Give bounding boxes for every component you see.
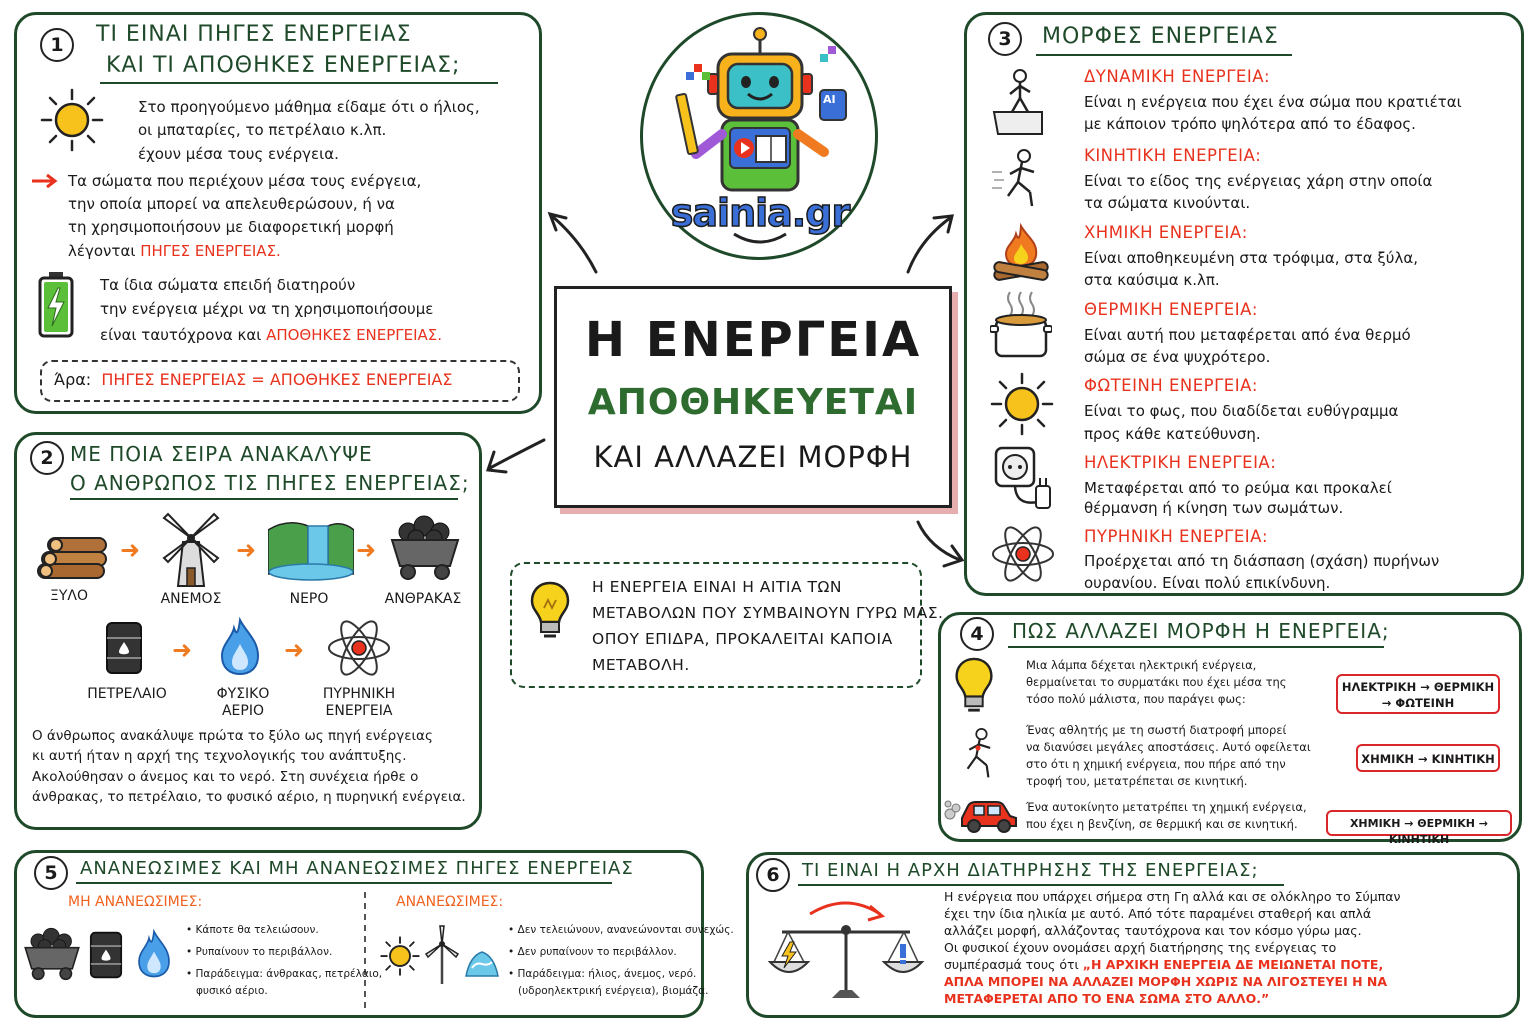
section-5-number: 5 [34, 856, 68, 890]
form-kinetic-text-2: τα σώματα κινούνται. [1084, 194, 1251, 212]
label-wood: ΞΥΛΟ [50, 588, 88, 604]
gas-flame-icon [134, 926, 174, 982]
s6-line3: αλλάζει μορφή, αλλάζοντας ταυτόχρονα και τον κόσμο γύρω μας. [944, 923, 1362, 938]
windmill-icon [158, 508, 224, 588]
s6-line2: έχει την ίδια ηλικία με αυτό. Από τότε παραμένει σταθερή και απλά [944, 906, 1372, 921]
renewable-point-2: • Δεν ρυπαίνουν το περιβάλλον. [508, 946, 677, 958]
s6-line1: Η ενέργεια που υπάρχει σήμερα στη Γη αλλά και σε ολόκληρο το Σύμπαν [944, 889, 1401, 904]
title-underline-2 [70, 496, 460, 502]
sequence-arrow: ➜ [172, 636, 193, 664]
note-line3: ΟΠΟΥ ΕΠΙΔΡΑ, ΠΡΟΚΑΛΕΙΤΑΙ ΚΑΠΟΙΑ [592, 630, 893, 648]
s4-ex1-line3: τόσο πολύ μάλιστα, που παράγει φως: [1026, 692, 1246, 706]
s2-paragraph-1: Ο άνθρωπος ανακάλυψε πρώτα το ξύλο ως πηγή ενέργειας [32, 728, 433, 744]
sun-icon [990, 372, 1054, 436]
section-2-title-line1: ΜΕ ΠΟΙΑ ΣΕΙΡΑ ΑΝΑΚΑΛΥΨΕ [70, 442, 373, 466]
lightbulb-icon [952, 656, 996, 714]
form-electric-text-2: θέρμανση ή κίνηση των σωμάτων. [1084, 499, 1344, 517]
s1-p2-line1: Τα σώματα που περιέχουν μέσα τους ενέργεια, [68, 172, 422, 190]
s1-p3-line1: Τα ίδια σώματα επειδή διατηρούν [100, 276, 356, 294]
section-3-number: 3 [988, 22, 1022, 56]
atom-icon [326, 616, 392, 680]
note-line1: Η ΕΝΕΡΓΕΙΑ ΕΙΝΑΙ Η ΑΙΤΙΑ ΤΩΝ [592, 578, 842, 596]
electric-socket-icon [994, 446, 1058, 512]
person-on-cliff-icon [990, 66, 1050, 136]
form-nuclear-title: ΠΥΡΗΝΙΚΗ ΕΝΕΡΓΕΙΑ: [1084, 527, 1268, 546]
label-nuclear-1: ΠΥΡΗΝΙΚΗ [322, 686, 396, 702]
s4-ex2-line3: στο ότι η χημική ενέργεια, που πήρε από την [1026, 757, 1286, 771]
label-natural-gas-2: ΑΕΡΙΟ [221, 703, 264, 719]
cooking-pot-icon [990, 290, 1052, 360]
s1-p2-line2: την οποία μπορεί να απελευθερώσουν, ή να [68, 195, 395, 213]
non-renewable-point-4: φυσικό αέριο. [196, 985, 268, 997]
s6-quote-line1: „Η ΑΡΧΙΚΗ ΕΝΕΡΓΕΙΑ ΔΕ ΜΕΙΩΝΕΤΑΙ ΠΟΤΕ, [1082, 957, 1384, 972]
s1-p2-line3: τη χρησιμοποιήσουν με διαφορετική μορφή [68, 218, 394, 236]
sun-icon [380, 936, 420, 976]
coal-cart-icon [22, 926, 82, 984]
renewable-heading: ΑΝΑΝΕΩΣΙΜΕΣ: [396, 894, 504, 910]
running-person-icon [990, 146, 1050, 212]
s2-paragraph-2: κι αυτή ήταν η αρχή της τεχνολογικής του ανάπτυξης. [32, 748, 407, 764]
running-athlete-icon [952, 724, 1004, 784]
section-4-title: ΠΩΣ ΑΛΛΑΖΕΙ ΜΟΡΦΗ Η ΕΝΕΡΓΕΙΑ; [1012, 619, 1390, 643]
renewable-point-1: • Δεν τελειώνουν, ανανεώνονται συνεχώς. [508, 924, 734, 936]
s4-ex1-line2: θερμαίνεται το συρματάκι που έχει μέσα της [1026, 675, 1287, 689]
logo-text: sainia.gr [670, 191, 850, 235]
center-title-3: ΚΑΙ ΑΛΛΑΖΕΙ ΜΟΡΦΗ [593, 440, 913, 474]
s1-p2-lead: λέγονται [68, 242, 141, 260]
conversion-tag-3: ΧΗΜΙΚΗ → ΘΕΡΜΙΚΗ → ΚΙΝΗΤΙΚΗ [1326, 810, 1512, 836]
section-1-number: 1 [40, 28, 74, 62]
s4-ex2-line2: να διανύσει μεγάλες αποστάσεις. Αυτό οφείλεται [1026, 740, 1311, 754]
section-4-number: 4 [960, 617, 994, 651]
section-2-title-line2: Ο ΑΝΘΡΩΠΟΣ ΤΙΣ ΠΗΓΕΣ ΕΝΕΡΓΕΙΑΣ; [70, 471, 470, 495]
label-nuclear-2: ΕΝΕΡΓΕΙΑ [325, 703, 393, 719]
form-light-text-1: Είναι το φως, που διαδίδεται ευθύγραμμα [1084, 402, 1399, 420]
s4-ex2-line4: τροφή του, μετατρέπεται σε κινητική. [1026, 774, 1248, 788]
water-drop-icon [462, 946, 502, 980]
label-oil: ΠΕΤΡΕΛΑΙΟ [87, 686, 167, 702]
form-electric-title: ΗΛΕΚΤΡΙΚΗ ΕΝΕΡΓΕΙΑ: [1084, 453, 1277, 472]
section-1-title-line2: ΚΑΙ ΤΙ ΑΠΟΘΗΚΕΣ ΕΝΕΡΓΕΙΑΣ; [106, 53, 461, 78]
s1-p3-highlight: ΑΠΟΘΗΚΕΣ ΕΝΕΡΓΕΙΑΣ. [266, 326, 443, 344]
form-kinetic-text-1: Είναι το είδος της ενέργειας χάρη στην οποία [1084, 172, 1433, 190]
conclusion-equation: ΠΗΓΕΣ ΕΝΕΡΓΕΙΑΣ = ΑΠΟΘΗΚΕΣ ΕΝΕΡΓΕΙΑΣ [101, 370, 453, 389]
logo-ai-badge: AI [823, 93, 836, 106]
s6-line4: Οι φυσικοί έχουν ονομάσει αρχή διατήρησης της ενέργειας το [944, 940, 1337, 955]
title-underline-4 [1008, 644, 1388, 650]
conclusion-lead: Άρα: [54, 370, 92, 389]
section-1-title-line1: ΤΙ ΕΙΝΑΙ ΠΗΓΕΣ ΕΝΕΡΓΕΙΑΣ [96, 22, 412, 47]
conversion-tag-1 [1336, 674, 1500, 714]
s6-line5-lead: συμπέρασμά τους ότι [944, 957, 1083, 972]
form-nuclear-text-1: Προέρχεται από τη διάσπαση (σχάση) πυρήνων [1084, 552, 1440, 570]
sequence-arrow: ➜ [120, 536, 141, 564]
section-5-divider [362, 892, 368, 1012]
form-chemical-text-2: στα καύσιμα κ.λπ. [1084, 271, 1220, 289]
non-renewable-point-1: • Κάποτε θα τελειώσουν. [186, 924, 319, 936]
form-potential-text-1: Είναι η ενέργεια που έχει ένα σώμα που κρατιέται [1084, 93, 1462, 111]
form-chemical-text-1: Είναι αποθηκευμένη στα τρόφιμα, στα ξύλα, [1084, 249, 1419, 267]
conversion-tag-1-line2: → ΦΩΤΕΙΝΗ [1381, 696, 1455, 710]
s1-p1-line2: οι μπαταρίες, το πετρέλαιο κ.λπ. [138, 121, 387, 139]
label-wind: ΑΝΕΜΟΣ [160, 591, 222, 607]
s2-paragraph-3: Ακολούθησαν ο άνεμος και το νερό. Στη συνέχεια ήρθε ο [32, 769, 419, 785]
oil-barrel-icon [104, 620, 144, 676]
atom-icon [990, 522, 1056, 586]
form-nuclear-text-2: ουρανίου. Είναι πολύ επικίνδυνη. [1084, 574, 1331, 592]
conversion-tag-2: ΧΗΜΙΚΗ → ΚΙΝΗΤΙΚΗ [1356, 744, 1500, 772]
renewable-point-4: (υδροηλεκτρική ενέργεια), βιομάζα. [518, 985, 709, 997]
oil-barrel-icon [88, 930, 124, 980]
s1-p3-lead: είναι ταυτόχρονα και [100, 326, 267, 344]
note-line2: ΜΕΤΑΒΟΛΩΝ ΠΟΥ ΣΥΜΒΑΙΝΟΥΝ ΓΥΡΩ ΜΑΣ. [592, 604, 944, 622]
renewable-point-3: • Παράδειγμα: ήλιος, άνεμος, νερό. [508, 968, 697, 980]
section-3-title: ΜΟΡΦΕΣ ΕΝΕΡΓΕΙΑΣ [1042, 24, 1279, 49]
section-6-number: 6 [756, 858, 790, 892]
form-potential-text-2: με κάποιον τρόπο ψηλότερα από το έδαφος. [1084, 115, 1416, 133]
s6-line5 [944, 956, 1383, 974]
non-renewable-point-3: • Παράδειγμα: άνθρακας, πετρέλαιο, [186, 968, 383, 980]
s6-quote-line2: ΑΠΛΑ ΜΠΟΡΕΙ ΝΑ ΑΛΛΑΖΕΙ ΜΟΡΦΗ ΧΩΡΙΣ ΝΑ ΛΙΓΟΣΤΕΥΕΙ Η ΝΑ [944, 974, 1388, 989]
title-underline-3 [1036, 52, 1296, 58]
s1-p1-line1: Στο προηγούμενο μάθημα είδαμε ότι ο ήλιος, [138, 98, 480, 116]
note-line4: ΜΕΤΑΒΟΛΗ. [592, 656, 690, 674]
s4-ex3-line1: Ένα αυτοκίνητο μετατρέπει τη χημική ενέργεια, [1026, 800, 1307, 814]
s4-ex1-line1: Μια λάμπα δέχεται ηλεκτρική ενέργεια, [1026, 658, 1257, 672]
section-6-title: ΤΙ ΕΙΝΑΙ Η ΑΡΧΗ ΔΙΑΤΗΡΗΣΗΣ ΤΗΣ ΕΝΕΡΓΕΙΑΣ; [802, 860, 1259, 881]
conversion-tag-1-line1: ΗΛΕΚΤΡΙΚΗ → ΘΕΡΜΙΚΗ [1341, 680, 1495, 694]
label-natural-gas-1: ΦΥΣΙΚΟ [216, 686, 270, 702]
balance-scale-icon [766, 892, 926, 1004]
s1-p3-line2: την ενέργεια μέχρι να τη χρησιμοποιήσουμε [100, 300, 434, 318]
wood-logs-icon [34, 522, 114, 582]
section-2-number: 2 [30, 441, 64, 475]
s1-p2-highlight: ΠΗΓΕΣ ΕΝΕΡΓΕΙΑΣ. [140, 242, 281, 260]
form-light-title: ΦΩΤΕΙΝΗ ΕΝΕΡΓΕΙΑ: [1084, 376, 1258, 395]
s6-quote-line3: ΜΕΤΑΦΕΡΕΤΑΙ ΑΠΟ ΤΟ ΕΝΑ ΣΩΜΑ ΣΤΟ ΑΛΛΟ.” [944, 991, 1270, 1006]
form-kinetic-title: ΚΙΝΗΤΙΚΗ ΕΝΕΡΓΕΙΑ: [1084, 146, 1262, 165]
center-title-2: ΑΠΟΘΗΚΕΥΕΤΑΙ [587, 382, 919, 423]
label-water: ΝΕΡΟ [289, 591, 329, 607]
car-icon [944, 796, 1020, 834]
s1-p1-line3: έχουν μέσα τους ενέργεια. [138, 145, 339, 163]
form-electric-text-1: Μεταφέρεται από το ρεύμα και προκαλεί [1084, 479, 1392, 497]
label-coal: ΑΝΘΡΑΚΑΣ [384, 591, 462, 607]
title-underline-5 [76, 880, 616, 886]
waterfall-icon [268, 516, 354, 582]
lightbulb-icon [528, 580, 572, 640]
campfire-icon [990, 222, 1052, 282]
gas-flame-icon [216, 616, 264, 678]
form-potential-title: ΔΥΝΑΜΙΚΗ ΕΝΕΡΓΕΙΑ: [1084, 67, 1271, 86]
non-renewable-heading: ΜΗ ΑΝΑΝΕΩΣΙΜΕΣ: [68, 894, 203, 910]
form-thermal-text-1: Είναι αυτή που μεταφέρεται από ένα θερμό [1084, 326, 1411, 344]
form-light-text-2: προς κάθε κατεύθυνση. [1084, 425, 1261, 443]
s4-ex3-line2: που έχει η βενζίνη, σε θερμική και σε κινητική. [1026, 817, 1298, 831]
sequence-arrow: ➜ [236, 536, 257, 564]
form-thermal-title: ΘΕΡΜΙΚΗ ΕΝΕΡΓΕΙΑ: [1084, 300, 1258, 319]
form-thermal-text-2: σώμα σε ένα ψυχρότερο. [1084, 348, 1271, 366]
coal-cart-icon [388, 514, 462, 584]
wind-turbine-icon [422, 924, 462, 986]
form-chemical-title: ΧΗΜΙΚΗ ΕΝΕΡΓΕΙΑ: [1084, 223, 1248, 242]
sequence-arrow: ➜ [356, 536, 377, 564]
section-5-title: ΑΝΑΝΕΩΣΙΜΕΣ ΚΑΙ ΜΗ ΑΝΑΝΕΩΣΙΜΕΣ ΠΗΓΕΣ ΕΝΕΡΓΕΙΑΣ [80, 858, 634, 879]
s4-ex2-line1: Ένας αθλητής με τη σωστή διατροφή μπορεί [1026, 723, 1287, 737]
s2-paragraph-4: άνθρακας, το πετρέλαιο, το φυσικό αέριο, η πυρηνική ενέργεια. [32, 789, 466, 805]
sequence-arrow: ➜ [284, 636, 305, 664]
center-title-1: Η ΕΝΕΡΓΕΙΑ [584, 312, 922, 368]
non-renewable-point-2: • Ρυπαίνουν το περιβάλλον. [186, 946, 333, 958]
